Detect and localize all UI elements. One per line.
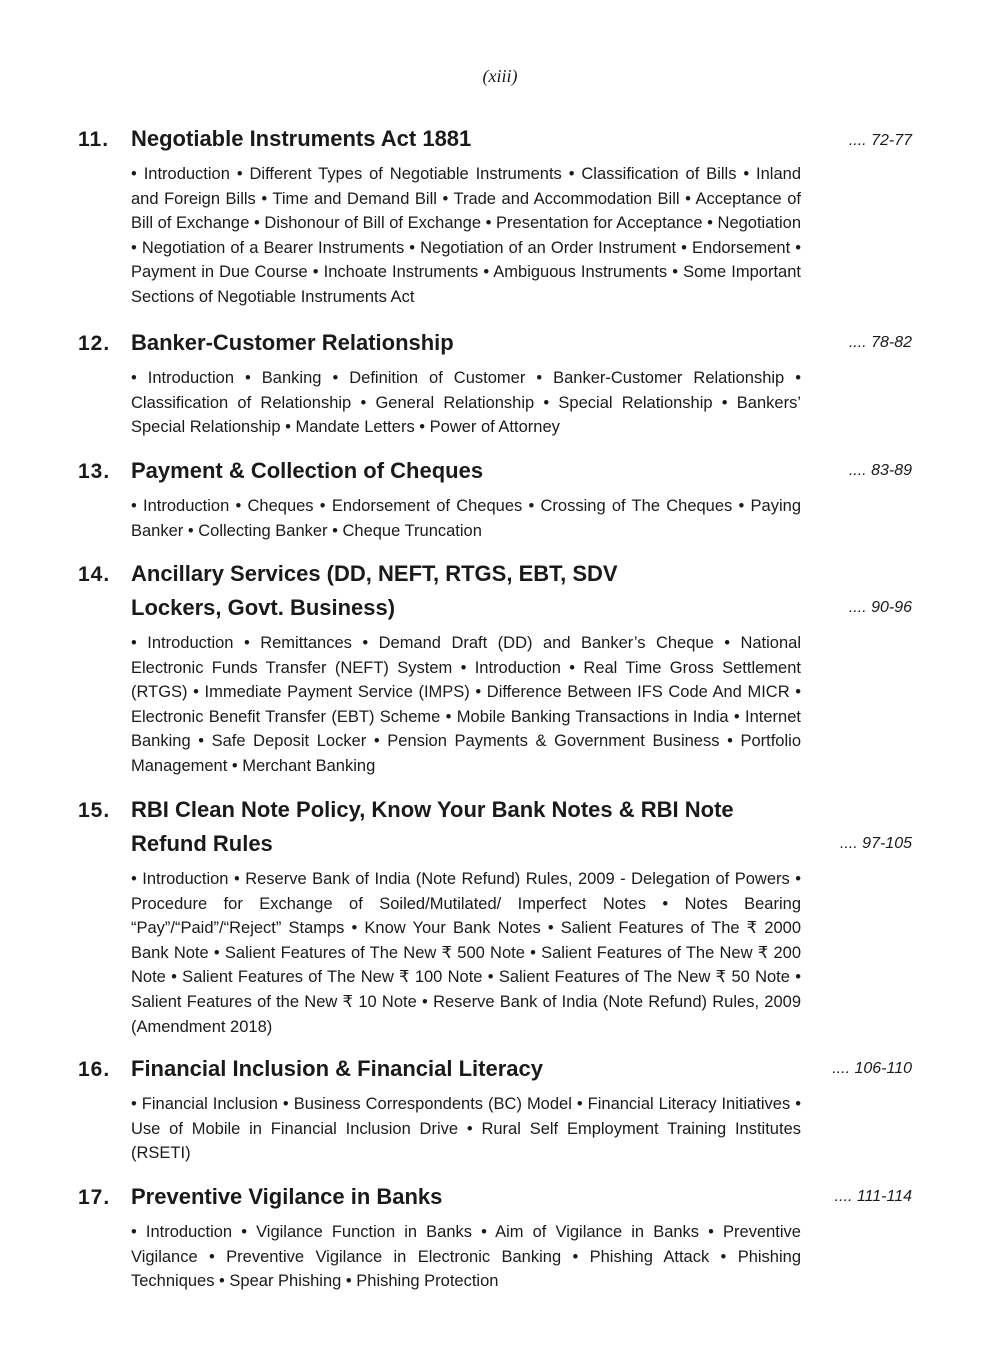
- chapter-title: Payment & Collection of Cheques: [131, 458, 484, 483]
- page-range: .... 111-114: [834, 1188, 912, 1205]
- chapter-topics: • Introduction • Cheques • Endorsement of Cheques • Crossing of The Cheques • Paying Banker • Collecting Banker • Cheque Truncation: [131, 497, 801, 540]
- chapter-number: 14.: [78, 563, 111, 586]
- toc-entry-16: [78, 1058, 918, 1166]
- toc-entry-13: [78, 460, 918, 543]
- chapter-topics: • Introduction • Banking • Definition of Customer • Banker-Customer Relationship • Classification of Relationship • General Relationship • Special Relationship • Bankers’ Special Relationship • Mandate Letters • Power of Attorney: [131, 369, 801, 437]
- chapter-number: 12.: [78, 332, 111, 355]
- chapter-title: RBI Clean Note Policy, Know Your Bank Notes & RBI Note Refund Rules: [131, 797, 734, 856]
- page-range: .... 97-105: [839, 835, 912, 852]
- toc-entry-15: [78, 799, 918, 1039]
- page-number: (xiii): [482, 66, 518, 86]
- chapter-topics: • Introduction • Remittances • Demand Draft (DD) and Banker’s Cheque • National Electronic Funds Transfer (NEFT) System • Introduction • Real Time Gross Settlement (RTGS) • Immediate Payment Service (IMPS) • Difference Between IFS Code And MICR • Electronic Benefit Transfer (EBT) Scheme • Mobile Banking Transactions in India • Internet Banking • Safe Deposit Locker • Pension Payments & Government Business • Portfolio Management • Merchant Banking: [131, 634, 801, 775]
- chapter-title: Preventive Vigilance in Banks: [131, 1184, 443, 1209]
- page-range: .... 83-89: [848, 462, 912, 479]
- chapter-number: 17.: [78, 1186, 111, 1209]
- chapter-title: Ancillary Services (DD, NEFT, RTGS, EBT, SDV Lockers, Govt. Business): [131, 561, 618, 620]
- toc-entry-11: [78, 128, 918, 310]
- toc-entry-17: [78, 1186, 918, 1294]
- chapter-topics: • Introduction • Vigilance Function in Banks • Aim of Vigilance in Banks • Preventive Vigilance • Preventive Vigilance in Electronic Banking • Phishing Attack • Phishing Techniques • Spear Phishing • Phishing Protection: [131, 1223, 801, 1291]
- page-range: .... 90-96: [848, 599, 912, 616]
- toc-entry-14: [78, 563, 918, 779]
- page-range: .... 78-82: [848, 334, 912, 351]
- toc-entry-12: [78, 332, 918, 440]
- chapter-title: Banker-Customer Relationship: [131, 330, 454, 355]
- chapter-number: 13.: [78, 460, 111, 483]
- chapter-number: 16.: [78, 1058, 111, 1081]
- chapter-number: 15.: [78, 799, 111, 822]
- chapter-title: Negotiable Instruments Act 1881: [131, 126, 472, 151]
- chapter-number: 11.: [78, 128, 110, 151]
- page-range: .... 106-110: [832, 1060, 912, 1077]
- chapter-topics: • Introduction • Reserve Bank of India (Note Refund) Rules, 2009 - Delegation of Powers • Procedure for Exchange of Soiled/Mutilated/ Imperfect Notes • Notes Bearing “Pay”/“Paid”/“Reject” Stamps • Know Your Bank Notes • Salient Features of The ₹ 2000 Bank Note • Salient Features of The New ₹ 500 Note • Salient Features of The New ₹ 200 Note • Salient Features of The New ₹ 100 Note • Salient Features of The New ₹ 50 Note • Salient Features of the New ₹ 10 Note • Reserve Bank of India (Note Refund) Rules, 2009 (Amendment 2018): [131, 870, 801, 1036]
- chapter-title: Financial Inclusion & Financial Literacy: [131, 1056, 543, 1081]
- chapter-topics: • Introduction • Different Types of Negotiable Instruments • Classification of Bills • Inland and Foreign Bills • Time and Demand Bill • Trade and Accommodation Bill • Acceptance of Bill of Exchange • Dishonour of Bill of Exchange • Presentation for Acceptance • Negotiation • Negotiation of a Bearer Instruments • Negotiation of an Order Instrument • Endorsement • Payment in Due Course • Inchoate Instruments • Ambiguous Instruments • Some Important Sections of Negotiable Instruments Act: [131, 165, 801, 306]
- page-range: .... 72-77: [848, 132, 912, 149]
- chapter-topics: • Financial Inclusion • Business Correspondents (BC) Model • Financial Literacy Initiatives • Use of Mobile in Financial Inclusion Drive • Rural Self Employment Training Institutes (RSETI): [131, 1095, 801, 1163]
